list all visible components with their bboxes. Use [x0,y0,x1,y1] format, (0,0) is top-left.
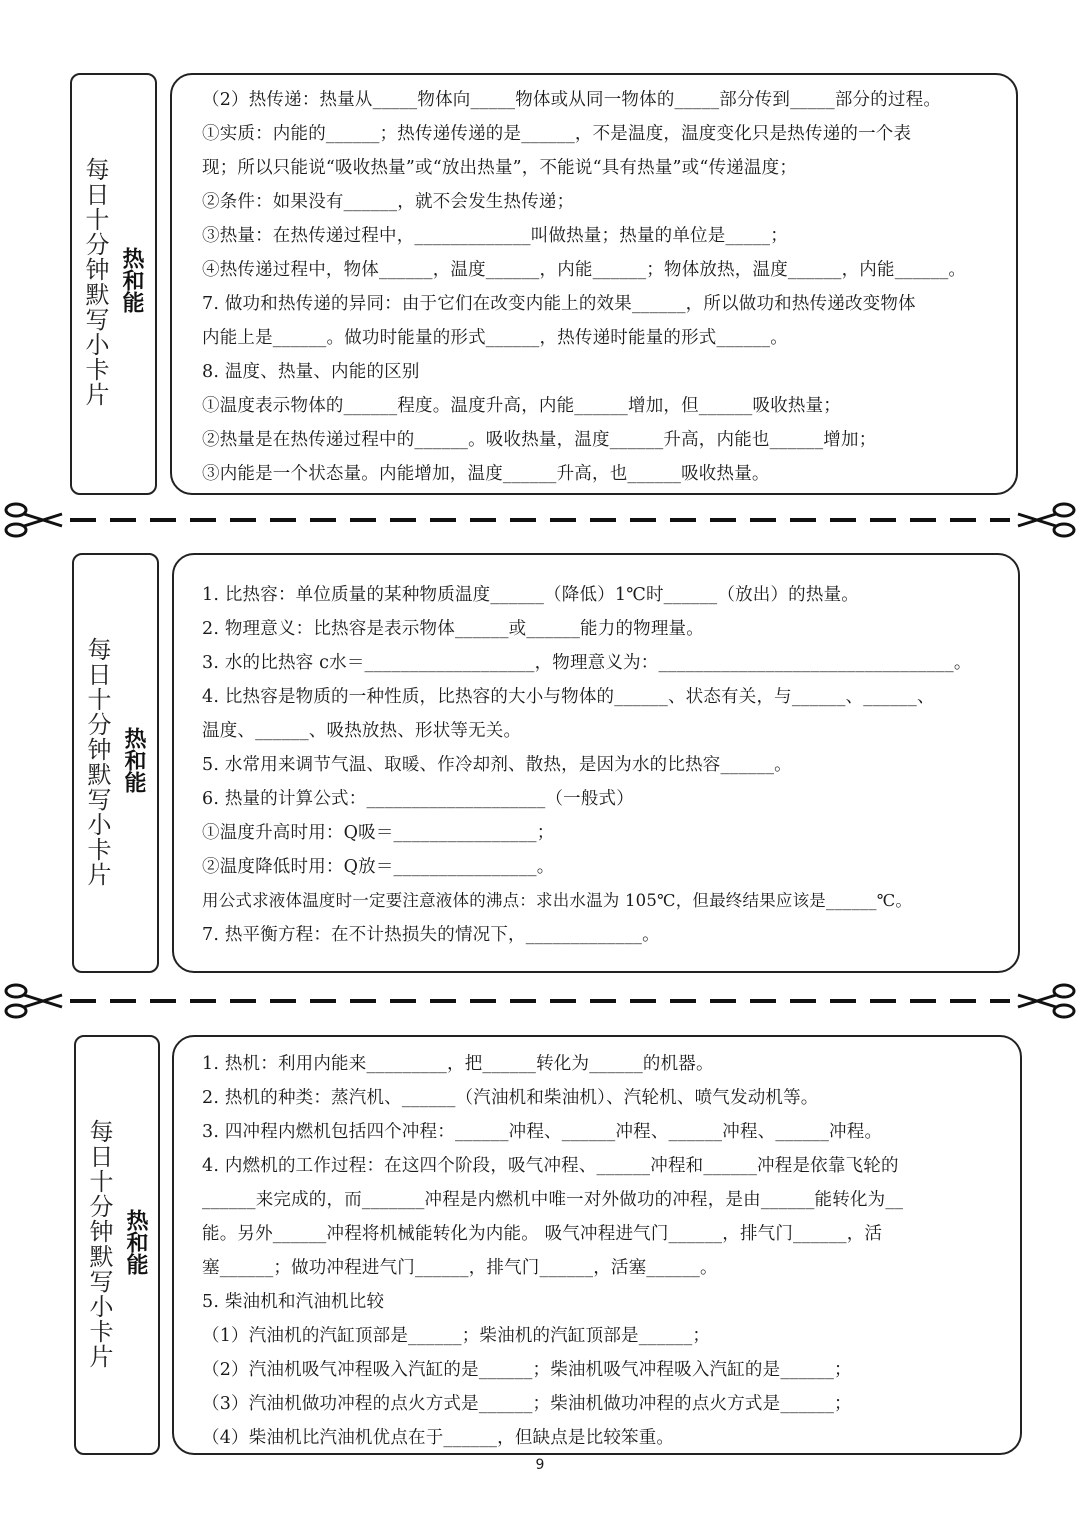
card-3-line: ______来完成的，而_______冲程是内燃机中唯一对外做功的冲程，是由______能转化为__ [202,1190,904,1210]
card-1-line: 内能上是______。做功时能量的形式______，热传递时能量的形式______。 [202,328,788,348]
card-1-line: ②热量是在热传递过程中的______。吸收热量，温度______升高，内能也______增加； [202,430,877,450]
card-3-line: 4. 内燃机的工作过程：在这四个阶段，吸气冲程、______冲程和______冲程是依靠飞轮的 [202,1156,899,1176]
card-1-tab [70,73,157,495]
card-1-line: 现；所以只能说“吸收热量”或“放出热量”，不能说“具有热量”或“传递温度； [202,158,798,178]
cut-line-1 [0,500,1080,540]
card-3-tab [74,1035,160,1455]
card-3-line: 5. 柴油机和汽油机比较 [202,1292,385,1312]
card-1-line: ③热量：在热传递过程中，_____________叫做热量；热量的单位是_____； [202,226,788,246]
card-1-box [170,73,1018,495]
card-1-line: ④热传递过程中，物体______，温度______，内能______；物体放热，温度______，内能______。 [202,260,967,280]
card-3-line: （3）汽油机做功冲程的点火方式是______；柴油机做功冲程的点火方式是______； [202,1394,852,1414]
card-2-line: 7. 热平衡方程：在不计热损失的情况下，_____________。 [202,925,660,945]
card-1-tab-title: 每日十分钟默写小卡片 [81,157,109,407]
card-2-line: 6. 热量的计算公式：____________________（一般式） [202,789,634,809]
card-2-line: 1. 比热容：单位质量的某种物质温度______（降低）1℃时______（放出）的热量。 [202,585,859,605]
card-1-line: ③内能是一个状态量。内能增加，温度______升高，也______吸收热量。 [202,464,770,484]
card-1-line: （2）热传递：热量从_____物体向_____物体或从同一物体的_____部分传到_____部分的过程。 [202,90,942,110]
card-1-line: ①实质：内能的______；热传递传递的是______，不是温度，温度变化只是热传递的一个表 [202,124,912,144]
card-2-line: ②温度降低时用：Q放＝________________。 [202,857,555,877]
card-2-tab [72,553,159,973]
card-2-line: 3. 水的比热容 c水＝___________________，物理意义为：_________________________________。 [202,653,972,673]
card-3-subject: 热和能 [123,1209,148,1275]
card-3-line: 3. 四冲程内燃机包括四个冲程：______冲程、______冲程、______冲程、______冲程。 [202,1122,883,1142]
card-2-line: 用公式求液体温度时一定要注意液体的沸点：求出水温为 105℃，但最终结果应该是______℃。 [202,891,913,910]
card-3-line: （4）柴油机比汽油机优点在于______，但缺点是比较笨重。 [202,1428,675,1448]
page-number: 9 [535,1457,545,1473]
card-1-line: ②条件：如果没有______，就不会发生热传递； [202,192,575,212]
scissors-left-icon [6,504,62,536]
card-2-line: 5. 水常用来调节气温、取暖、作冷却剂、散热，是因为水的比热容______。 [202,755,792,775]
scissors-right-icon [1018,985,1074,1017]
card-3-line: （1）汽油机的汽缸顶部是______；柴油机的汽缸顶部是______； [202,1326,711,1346]
cut-line-2 [0,981,1080,1021]
card-2-box [172,553,1020,973]
card-2-line: ①温度升高时用：Q吸＝________________； [202,823,555,843]
card-3-line: 塞______；做功冲程进气门______，排气门______，活塞______。 [202,1258,718,1278]
card-3-box [172,1035,1022,1455]
card-1-line: 8. 温度、热量、内能的区别 [202,362,420,382]
card-1-line: ①温度表示物体的______程度。温度升高，内能______增加，但______吸收热量； [202,396,841,416]
card-1-subject: 热和能 [119,247,144,313]
card-2-subject: 热和能 [121,727,146,793]
card-3-line: （2）汽油机吸气冲程吸入汽缸的是______；柴油机吸气冲程吸入汽缸的是______； [202,1360,852,1380]
card-3-line: 2. 热机的种类：蒸汽机、______（汽油机和柴油机）、汽轮机、喷气发动机等。 [202,1088,819,1108]
card-3-line: 能。另外______冲程将机械能转化为内能。 吸气冲程进气门______，排气门______，活 [202,1224,883,1244]
card-2-tab-title: 每日十分钟默写小卡片 [83,637,111,887]
card-3-line: 1. 热机：利用内能来_________，把______转化为______的机器。 [202,1054,714,1074]
card-1-line: 7. 做功和热传递的异同：由于它们在改变内能上的效果______，所以做功和热传递改变物体 [202,294,916,314]
card-2-line: 2. 物理意义：比热容是表示物体______或______能力的物理量。 [202,619,704,639]
card-2-line: 温度、______、吸热放热、形状等无关。 [202,721,522,741]
scissors-right-icon [1018,504,1074,536]
card-2-line: 4. 比热容是物质的一种性质，比热容的大小与物体的______、状态有关，与______、______、 [202,687,935,707]
card-3-tab-title: 每日十分钟默写小卡片 [85,1119,113,1369]
scissors-left-icon [6,985,62,1017]
